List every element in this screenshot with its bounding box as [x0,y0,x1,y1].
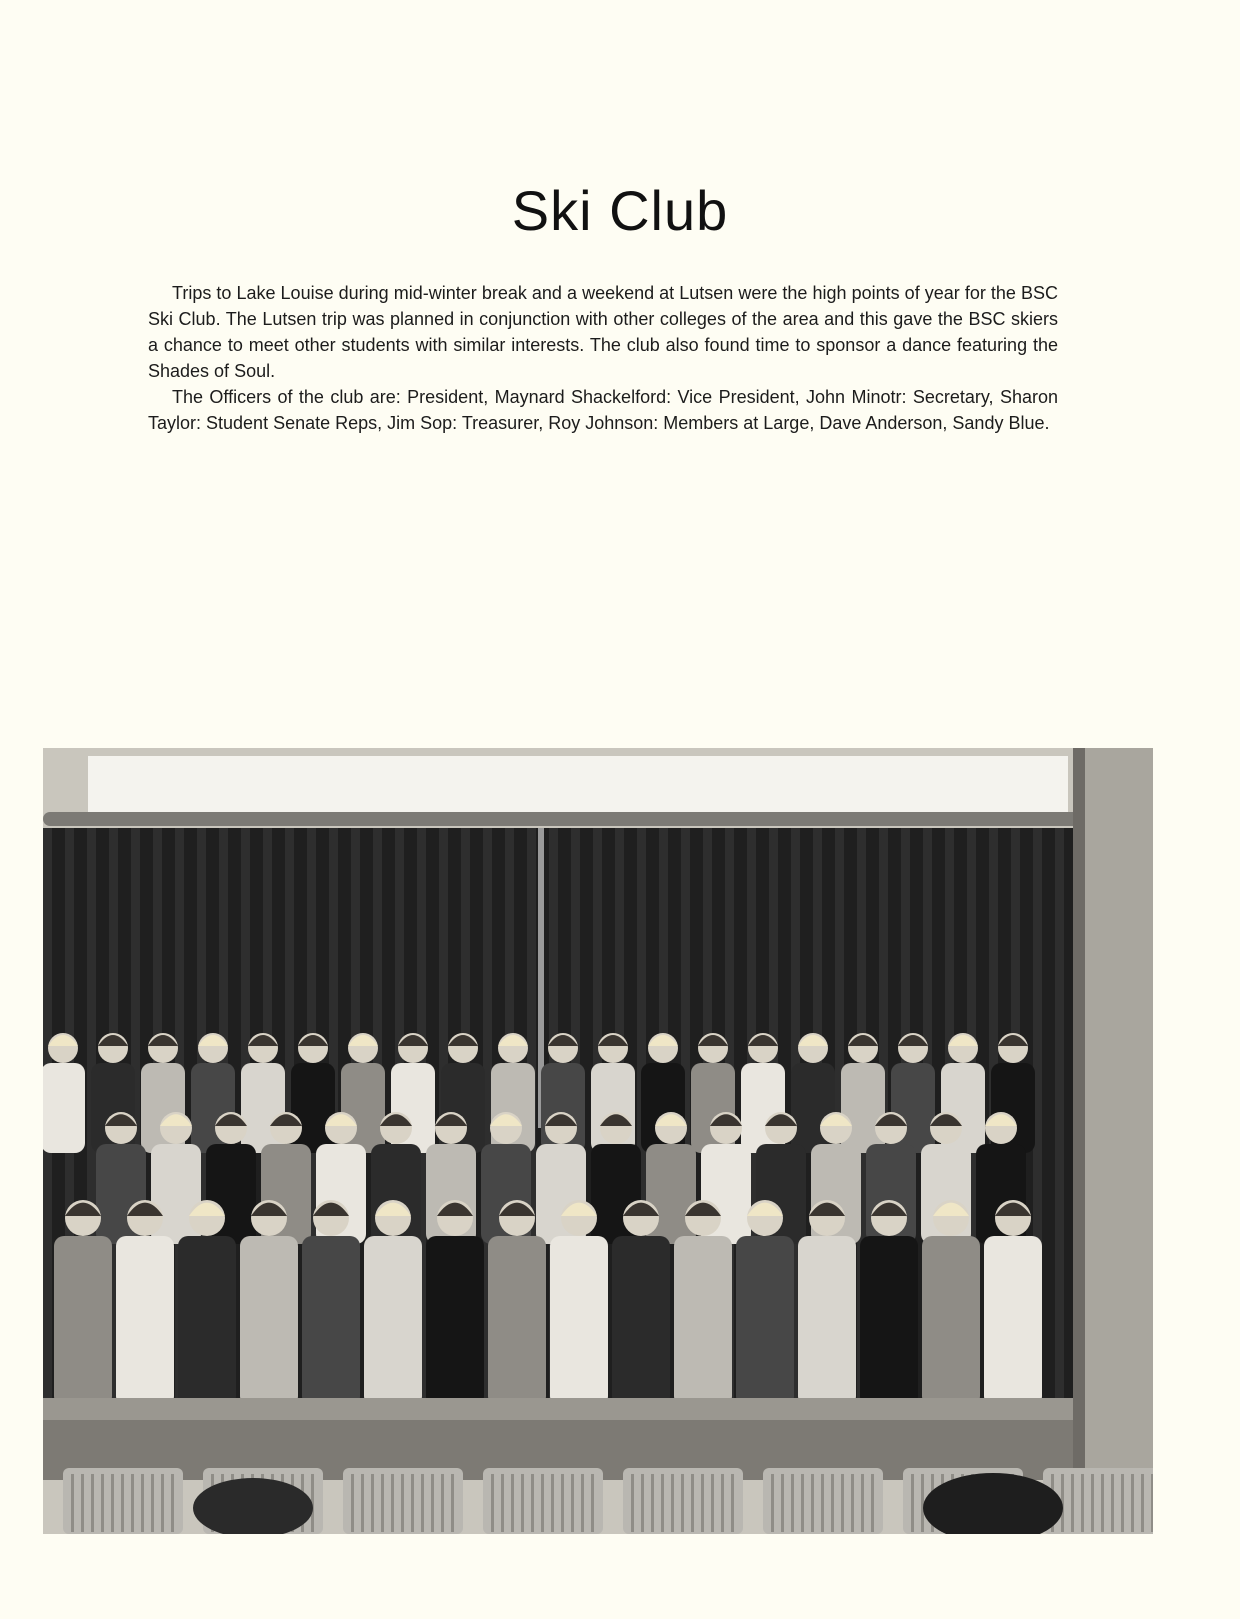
chair-slat [631,1474,634,1532]
chair-slat [911,1474,914,1532]
person-body [860,1236,918,1406]
paragraph-1: Trips to Lake Louise during mid-winter break and a weekend at Lutsen were the high points of year for the BSC Ski Club. The Lutsen trip was planned in conjunction with other colleges of the area and this gave the BSC skiers a chance to meet other students with similar interests. The club also found time to sponsor a dance featuring the Shades of Soul. [148,283,1058,381]
person-body [984,1236,1042,1406]
chair-slat [1131,1474,1134,1532]
chair-slat [491,1474,494,1532]
person-body [922,1236,980,1406]
chair-slat [1151,1474,1153,1532]
chair-slat [351,1474,354,1532]
chair-slat [571,1474,574,1532]
chair-slat [781,1474,784,1532]
chair-slat [1141,1474,1144,1532]
chair-slat [861,1474,864,1532]
person-body [674,1236,732,1406]
person-body [302,1236,360,1406]
curtain-fold [1055,828,1064,1408]
chair-slat [681,1474,684,1532]
chair-slat [111,1474,114,1532]
chair-slat [161,1474,164,1532]
chair-slat [921,1474,924,1532]
chair-slat [661,1474,664,1532]
chair-slat [591,1474,594,1532]
chair-slat [871,1474,874,1532]
chair-slat [671,1474,674,1532]
chair-slat [851,1474,854,1532]
chair-slat [1121,1474,1124,1532]
chair-slat [1101,1474,1104,1532]
person-body [364,1236,422,1406]
chair-slat [371,1474,374,1532]
chair-slat [1071,1474,1074,1532]
chair-slat [721,1474,724,1532]
chair-slat [421,1474,424,1532]
person-body [240,1236,298,1406]
chair-slat [1111,1474,1114,1532]
person-body [736,1236,794,1406]
chair-slat [811,1474,814,1532]
chair-slat [411,1474,414,1532]
stage-edge [43,1398,1073,1420]
chair-slat [711,1474,714,1532]
chair-slat [551,1474,554,1532]
chair-slat [801,1474,804,1532]
person-body [488,1236,546,1406]
chair-slat [561,1474,564,1532]
person-body [43,1063,85,1153]
person-body [798,1236,856,1406]
chair-slat [511,1474,514,1532]
chair-slat [691,1474,694,1532]
person-body [426,1236,484,1406]
chair-slat [731,1474,734,1532]
chair-slat [141,1474,144,1532]
person-body [178,1236,236,1406]
chair-slat [151,1474,154,1532]
chair-slat [121,1474,124,1532]
chair-slat [541,1474,544,1532]
chair-slat [841,1474,844,1532]
person-body [550,1236,608,1406]
chair-slat [361,1474,364,1532]
chair-slat [171,1474,174,1532]
group-of-people [43,1033,1042,1406]
screen-roller-bar [43,812,1093,826]
chair-slat [641,1474,644,1532]
person-body [612,1236,670,1406]
chair-slat [831,1474,834,1532]
group-photo-drawing [43,748,1153,1534]
person-body [116,1236,174,1406]
chair-slat [501,1474,504,1532]
chair-slat [101,1474,104,1532]
chair-slat [821,1474,824,1532]
person-body [54,1236,112,1406]
article-body [148,280,1058,436]
chair-slat [391,1474,394,1532]
paragraph-2: The Officers of the club are: President, Maynard Shackelford: Vice President, John Minotr: Secretary, Sharon Taylor: Student Senate Reps, Jim Sop: Treasurer, Roy Johnson: Members at Large, Dave Anderson, Sandy Blue. [148,387,1058,433]
chair-slat [1091,1474,1094,1532]
projection-screen [88,756,1068,816]
group-photo [43,748,1153,1534]
person-body [291,1063,335,1153]
chair-slat [91,1474,94,1532]
right-pillar-edge [1073,748,1085,1534]
chair-slat [381,1474,384,1532]
chair-slat [581,1474,584,1532]
chair-slat [401,1474,404,1532]
chair-slat [521,1474,524,1532]
chair-slat [451,1474,454,1532]
chair-slat [651,1474,654,1532]
chair-slat [791,1474,794,1532]
person-body [841,1063,885,1153]
chair-slat [131,1474,134,1532]
chair-slat [771,1474,774,1532]
chair-slat [431,1474,434,1532]
page-title: Ski Club [511,179,729,242]
chair-slat [441,1474,444,1532]
chair-slat [531,1474,534,1532]
chair-slat [701,1474,704,1532]
chair-slat [81,1474,84,1532]
chair-slat [71,1474,74,1532]
chair-slat [1081,1474,1084,1532]
